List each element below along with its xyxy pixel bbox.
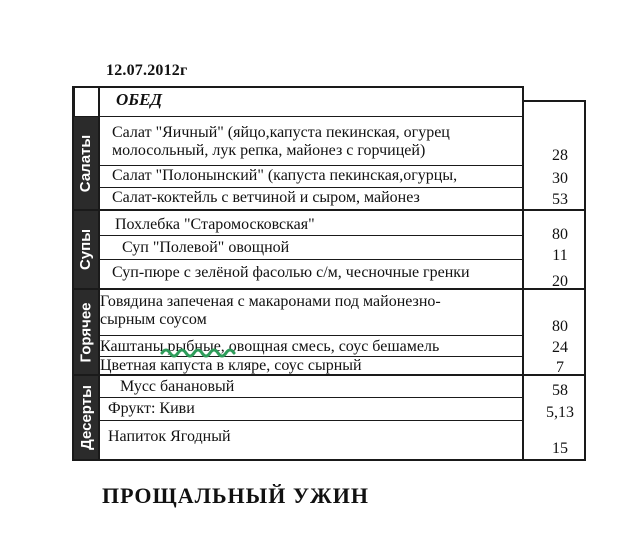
- item-price: 28: [552, 147, 568, 164]
- item-name-line: Салат-коктейль с ветчиной и сыром, майонез: [112, 189, 420, 206]
- menu-item: [112, 189, 420, 207]
- item-price: 5,13: [546, 404, 574, 421]
- menu-item: [115, 216, 315, 234]
- row-line: [98, 165, 524, 166]
- menu-item: [122, 239, 289, 257]
- item-name-line: молосольный, лук репка, майонез с горчицей): [112, 142, 426, 159]
- menu-item: [100, 293, 441, 329]
- menu-date: 12.07.2012г: [106, 62, 188, 79]
- item-name-line: Суп-пюре с зелёной фасолью с/м, чесночные гренки: [112, 264, 470, 281]
- item-price: 24: [552, 339, 568, 356]
- item-name-line: Похлебка "Старомосковская": [115, 216, 315, 233]
- item-name-line: Суп "Полевой" овощной: [122, 239, 290, 256]
- category-label: Горячее: [77, 301, 95, 363]
- item-price: 7: [556, 359, 564, 376]
- menu-item: [108, 428, 231, 446]
- item-price: 53: [552, 191, 568, 208]
- item-price: 11: [552, 247, 568, 264]
- menu-item: [112, 124, 450, 160]
- menu-item: [100, 338, 439, 356]
- row-line: [98, 420, 524, 421]
- item-price: 15: [552, 440, 568, 457]
- price-divider: [522, 86, 524, 460]
- row-line: [98, 235, 524, 236]
- category-divider: [98, 86, 100, 460]
- item-name-line: Фрукт: Киви: [108, 400, 195, 417]
- row-line: [98, 259, 524, 260]
- item-price: 80: [552, 318, 568, 335]
- price-border-top: [524, 100, 586, 102]
- item-price: 20: [552, 273, 568, 290]
- menu-item: [112, 264, 470, 282]
- category-desserts: [74, 376, 98, 459]
- row-line: [98, 187, 524, 188]
- row-line: [98, 335, 524, 336]
- item-price: 80: [552, 226, 568, 243]
- category-label: Супы: [77, 228, 95, 271]
- table-border-bottom: [72, 459, 586, 461]
- menu-item: [120, 378, 234, 396]
- category-label: Салаты: [77, 134, 95, 192]
- item-name-line: Напиток Ягодный: [108, 428, 231, 445]
- category-salads: [74, 117, 98, 209]
- table-border-top: [72, 86, 524, 88]
- item-name-line: Каштаны рыбные, овощная смесь, соус бешамель: [100, 338, 440, 355]
- green-marker-scribble: [160, 343, 240, 359]
- item-name-line: Цветная капуста в кляре, соус сырный: [100, 357, 362, 374]
- menu-item: [100, 357, 362, 375]
- footer-title: ПРОЩАЛЬНЫЙ УЖИН: [102, 483, 369, 508]
- menu-item: [112, 167, 457, 185]
- item-price: 58: [552, 382, 568, 399]
- item-name-line: Салат "Яичный" (яйцо,капуста пекинская, огурец: [112, 124, 450, 141]
- row-line: [72, 288, 586, 290]
- item-price: 30: [552, 170, 568, 187]
- item-name-line: Говядина запеченая с макаронами под майонезно-: [100, 293, 441, 310]
- row-line: [72, 116, 524, 117]
- category-hot-dishes: [74, 290, 98, 374]
- item-name-line: сырным соусом: [100, 311, 207, 328]
- item-name-line: Салат "Полонынский" (капуста пекинская,огурцы,: [112, 167, 458, 184]
- category-label: Десерты: [77, 385, 95, 450]
- item-name-line: Мусс банановый: [120, 378, 235, 395]
- menu-item: [108, 400, 195, 418]
- category-soups: [74, 211, 98, 288]
- row-line: [72, 209, 586, 211]
- row-line: [98, 397, 524, 398]
- section-header: ОБЕД: [116, 90, 163, 109]
